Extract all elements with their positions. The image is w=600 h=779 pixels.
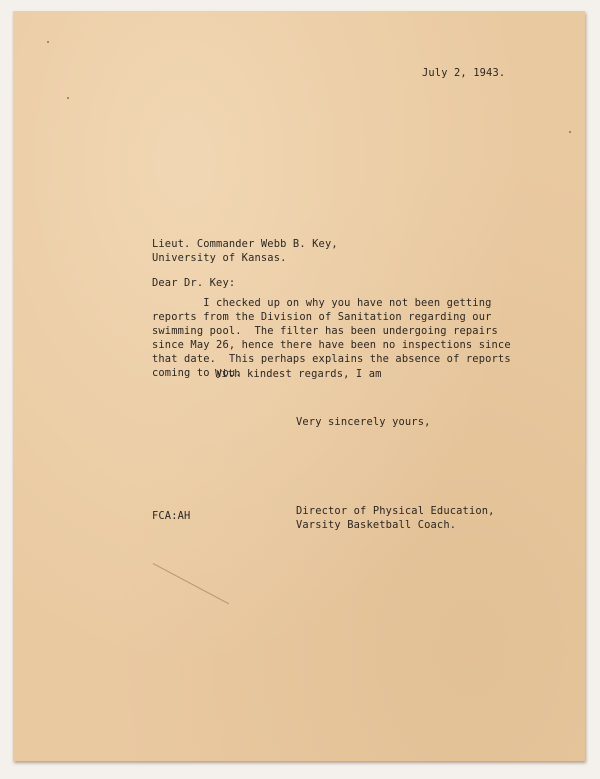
paper-speck — [67, 97, 69, 99]
paper-crease — [153, 563, 229, 604]
body-line: swimming pool. The filter has been undergoing repairs — [152, 325, 498, 337]
body-line: I checked up on why you have not been getting — [152, 297, 492, 309]
paper-speck — [569, 131, 571, 133]
body-line: reports from the Division of Sanitation regarding our — [152, 311, 492, 323]
letter-date: July 2, 1943. — [422, 67, 506, 79]
title-line: Varsity Basketball Coach. — [296, 519, 457, 531]
paper-speck — [47, 41, 49, 43]
recipient-address — [152, 237, 338, 265]
reference-initials: FCA:AH — [152, 510, 191, 522]
body-line: since May 26, hence there have been no inspections since — [152, 339, 511, 351]
body-line: that date. This perhaps explains the absence of reports — [152, 353, 511, 365]
recipient-line: Lieut. Commander Webb B. Key, — [152, 238, 338, 250]
salutation: Dear Dr. Key: — [152, 277, 236, 289]
body-line: coming to you. — [152, 367, 242, 379]
valediction: Very sincerely yours, — [296, 416, 431, 428]
signature-title — [296, 504, 495, 532]
recipient-line: University of Kansas. — [152, 252, 287, 264]
title-line: Director of Physical Education, — [296, 505, 495, 517]
closing-line: With kindest regards, I am — [215, 368, 382, 380]
letter-page — [13, 11, 585, 761]
